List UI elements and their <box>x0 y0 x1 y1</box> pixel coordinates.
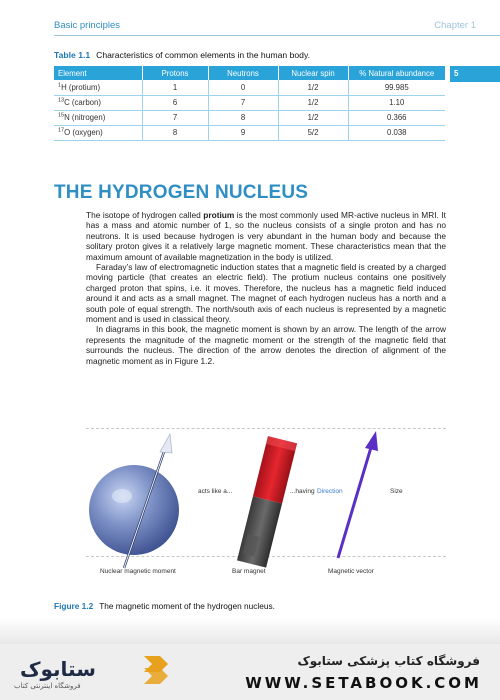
setabook-logo-mark <box>12 652 182 686</box>
element-cell: $^{17}$O (oxygen) <box>54 125 142 140</box>
page-number-tab: 5 <box>450 66 500 82</box>
magnetic-vector-caption: Magnetic vector <box>328 568 374 575</box>
paragraph: In diagrams in this book, the magnetic moment is shown by an arrow. The length of the arrow represents the magnitude of the magnetic moment or the strength of the magnetic field that surrounds the nucleus. The direction of the arrow denotes the direction of alignment of the magnetic moment as in Figure 1.2. <box>86 324 446 366</box>
header-rule <box>54 35 500 36</box>
spin-cell: 1/2 <box>278 95 348 110</box>
protons-cell: 8 <box>142 125 208 140</box>
section-body <box>86 210 446 366</box>
neutrons-cell: 0 <box>208 80 278 95</box>
neutrons-cell: 9 <box>208 125 278 140</box>
protons-cell: 7 <box>142 110 208 125</box>
protons-cell: 6 <box>142 95 208 110</box>
abundance-cell: 0.038 <box>348 125 445 140</box>
abundance-cell: 99.985 <box>348 80 445 95</box>
element-cell: $^{13}$C (carbon) <box>54 95 142 110</box>
table-row <box>54 125 445 140</box>
figure-caption-text: The magnetic moment of the hydrogen nucleus. <box>99 601 275 611</box>
svg-text:ستابوک: ستابوک <box>20 657 96 681</box>
element-cell: $^{15}$N (nitrogen) <box>54 110 142 125</box>
bar-magnet <box>237 436 297 567</box>
shop-url[interactable]: WWW.SETABOOK.COM <box>245 674 482 692</box>
table-row <box>54 95 445 110</box>
table-caption-text: Characteristics of common elements in the human body. <box>96 50 310 60</box>
bar-magnet-caption: Bar magnet <box>232 568 266 575</box>
element-cell: $^1$H (protium) <box>54 80 142 95</box>
spin-cell: 5/2 <box>278 125 348 140</box>
header-chapter: Chapter 1 <box>434 20 476 31</box>
header-section-title: Basic principles <box>54 20 120 31</box>
magnetic-vector-arrow <box>338 431 378 558</box>
column-header: Neutrons <box>208 66 278 80</box>
section-heading: THE HYDROGEN NUCLEUS <box>54 182 309 203</box>
logo-subtext: فروشگاه اینترنتی کتاب <box>14 682 81 690</box>
having-label: ...having <box>290 488 315 495</box>
protons-cell: 1 <box>142 80 208 95</box>
abundance-cell: 0.366 <box>348 110 445 125</box>
table-row <box>54 80 445 95</box>
figure-caption <box>54 601 275 611</box>
paragraph: Faraday’s law of electromagnetic induction states that a magnetic field is created by a charged moving particle (that creates an electric field). The protium nucleus contains one positively charged proton that spins, i.e. it moves. Therefore, the nucleus has a magnetic field induced around it and acts as a small magnet. The magnet of each hydrogen nucleus has a north and a south pole of equal strength. The north/south axis of each nucleus is represented by a magnetic moment and is used in classical theory. <box>86 262 446 325</box>
table-header-row <box>54 66 445 80</box>
paragraph: The isotope of hydrogen called protium is the most commonly used MR-active nucleus in MRI. It has a mass and atomic number of 1, so the nucleus consists of a single proton and has no neutrons. It is used because hydrogen is very abundant in the human body and because the solitary proton gives it a relatively large magnetic moment. These characteristics mean that the maximum amount of available magnetization in the body is utilized. <box>86 210 446 262</box>
column-header: Nuclear spin <box>278 66 348 80</box>
bold-term: protium <box>203 210 235 220</box>
size-label: Size <box>390 488 403 495</box>
column-header: Element <box>54 66 142 80</box>
spin-cell: 1/2 <box>278 110 348 125</box>
column-header: % Natural abundance <box>348 66 445 80</box>
figure-magnetic-moment <box>86 418 446 588</box>
figure-artwork <box>86 418 446 588</box>
nuclear-moment-caption: Nuclear magnetic moment <box>100 568 176 575</box>
neutrons-cell: 7 <box>208 95 278 110</box>
table-row <box>54 110 445 125</box>
running-header <box>0 18 500 36</box>
acts-like-label: acts like a... <box>198 488 233 495</box>
page-bottom-fade <box>0 618 500 644</box>
elements-table <box>54 66 445 141</box>
table-caption <box>54 50 310 60</box>
spin-cell: 1/2 <box>278 80 348 95</box>
figure-caption-label: Figure 1.2 <box>54 601 94 611</box>
direction-label: Direction <box>317 488 343 495</box>
abundance-cell: 1.10 <box>348 95 445 110</box>
column-header: Protons <box>142 66 208 80</box>
watermark-footer <box>0 644 500 700</box>
table-caption-label: Table 1.1 <box>54 50 91 60</box>
neutrons-cell: 8 <box>208 110 278 125</box>
shop-name: فروشگاه کتاب پزشکی ستابوک <box>297 654 480 668</box>
